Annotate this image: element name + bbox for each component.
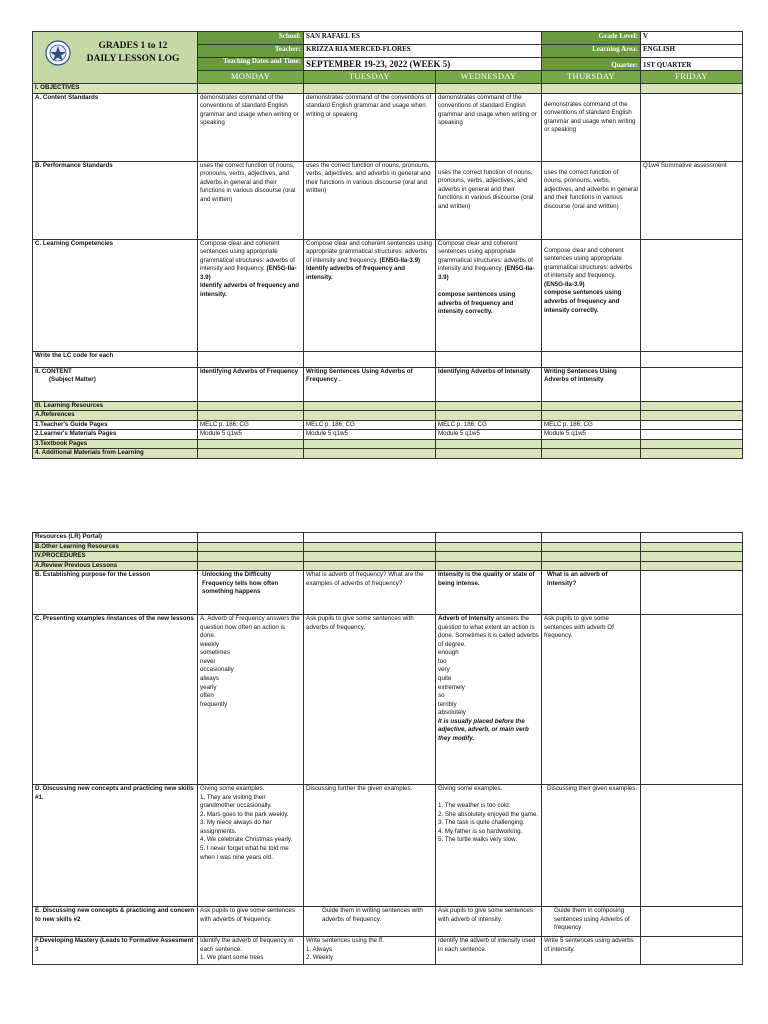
grade-level-label: Grade Level: <box>542 32 641 45</box>
content-tue: Writing Sentences Using Adverbs of Frequency . <box>304 367 436 401</box>
quarter-value: 1ST QUARTER <box>641 58 743 71</box>
textbook-pages-label: 3.Textbook Pages <box>33 439 198 449</box>
discussing-1-mon: Giving some examples. 1. They are visiting their grandmother occasionally. 2. Mars goes to the park weekly. 3. My niece always do her assignments. 4. We celebrate Christmas yearly. 5. I never forget what he told me when I was nine years old. <box>198 785 304 907</box>
quarter-label: Quarter: <box>542 58 641 71</box>
lesson-log-table-page2 <box>32 532 743 965</box>
other-resources-label: B.Other Learning Resources <box>33 542 198 552</box>
mastery-label: F.Developing Mastery (Leads to Formative Assesment 3 <box>33 937 198 965</box>
content-label: II. CONTENT (Subject Matter) <box>33 367 198 401</box>
learning-competencies-label: C. Learning Competencies <box>33 239 198 351</box>
header-logo-cell <box>33 32 198 84</box>
presenting-examples-mon: A. Adverb of Frequency answers the question how often an action is done. weekly sometimes never occasionally always yearly often frequently <box>198 615 304 785</box>
purpose-thu: What is an adverb of Intensity? <box>542 571 641 615</box>
discussing-2-wed: Ask pupils to give some sentences with adverb of intensity. <box>436 907 542 937</box>
learners-materials-thu: Module 5 q1w5 <box>542 430 641 440</box>
content-standards-mon: demonstrates command of the conventions of standard English grammar and usage when writing or speaking <box>198 93 304 161</box>
mastery-mon: Identify the adverb of frequency in each sentence. 1. We plant some trees <box>198 937 304 965</box>
purpose-wed: Intensity is the quality or state of being intense. <box>436 571 542 615</box>
learning-competencies-tue: Compose clear and coherent sentences using appropriate grammatical structures: adverbs of intensity and frequency. (EN5G-IIa-3.9) Identify adverbs of frequency and intensity. <box>304 239 436 351</box>
discussing-1-tue: Discussing further the given examples. <box>304 785 436 907</box>
additional-materials-label: 4. Additional Materials from Learning <box>33 449 198 459</box>
references-label: A.References <box>33 411 198 421</box>
teacher-value: KRIZZA RIA MERCED-FLORES <box>304 45 542 58</box>
discussing-2-thu: Guide them in composing sentences using Adverbs of frequency <box>542 907 641 937</box>
review-lessons-label: A.Review Previous Lessons <box>33 561 198 571</box>
discussing-1-label: D. Discussing new concepts and practicing new skills #1. <box>33 785 198 907</box>
log-title-line1: GRADES 1 to 12 <box>98 41 168 51</box>
learning-competencies-thu: Compose clear and coherent sentences using appropriate grammatical structures: adverbs of intensity and frequency. (EN5G-IIa-3.9) compose sentences using adverbs of frequency and intensity correctly. <box>542 239 641 351</box>
presenting-examples-tue: Ask pupils to give some sentences with adverbs of frequency. <box>304 615 436 785</box>
discussing-2-mon: Ask pupils to give some sentences with adverbs of frequency. <box>198 907 304 937</box>
discussing-2-label: E. Discussing new concepts & practicing and concern to new skills #2 <box>33 907 198 937</box>
learning-competencies-wed: Compose clear and coherent sentences using appropriate grammatical structures: adverbs of intensity and frequency. (EN5G-IIa-3.9) compose sentences using adverbs of frequency and intensity correctly. <box>436 239 542 351</box>
deped-seal-icon <box>45 40 71 66</box>
day-wednesday: WEDNESDAY <box>436 71 542 84</box>
teacher-label: Teacher: <box>198 45 304 58</box>
content-mon: Identifying Adverbs of Frequency <box>198 367 304 401</box>
day-monday: MONDAY <box>198 71 304 84</box>
grade-level-value: V <box>641 32 743 45</box>
school-label: School: <box>198 32 304 45</box>
performance-standards-label: B. Performance Standards <box>33 161 198 239</box>
learners-materials-label: 2.Learner's Materials Pages <box>33 430 198 440</box>
learning-competencies-mon: Compose clear and coherent sentences using appropriate grammatical structures: adverbs of intensity and frequency. (EN5G-IIa-3.9) Identify adverbs of frequency and intensity. <box>198 239 304 351</box>
mastery-tue: Write sentences using the ff. 1. Always 2. Weekly <box>304 937 436 965</box>
learners-materials-mon: Module 5 q1w5 <box>198 430 304 440</box>
teachers-guide-tue: MELC p. 186; CG <box>304 420 436 430</box>
learners-materials-tue: Module 5 q1w5 <box>304 430 436 440</box>
procedures-label: IV.PROCEDURES <box>33 552 198 562</box>
day-friday: FRIDAY <box>641 71 743 84</box>
performance-standards-thu: uses the correct function of nouns, pronouns, verbs, adjectives, and adverbs in general and their functions in various discourse (oral and written) <box>542 161 641 239</box>
content-standards-label: A. Content Standards <box>33 93 198 161</box>
purpose-label: B. Establishing purpose for the Lesson <box>33 571 198 615</box>
lr-portal-label: Resources (LR) Portal) <box>33 533 198 543</box>
teaching-dates-label: Teaching Dates and Time: <box>198 58 304 71</box>
content-wed: Identifying Adverbs of Intensity <box>436 367 542 401</box>
teachers-guide-label: 1.Teacher's Guide Pages <box>33 420 198 430</box>
teaching-dates-value: SEPTEMBER 19-23, 2022 (WEEK 5) <box>304 58 542 71</box>
log-title-line2: DAILY LESSON LOG <box>86 54 180 64</box>
mastery-wed: Identify the adverb of intensity used in each sentence. <box>436 937 542 965</box>
day-tuesday: TUESDAY <box>304 71 436 84</box>
section-objectives: I. OBJECTIVES <box>33 84 198 94</box>
presenting-examples-thu: Ask pupils to give some sentences with adverb Of frequency. <box>542 615 641 785</box>
performance-standards-fri: Q1w4 Summative assessment <box>641 161 743 239</box>
content-standards-tue: demonstrates command of the conventions of standard English grammar and usage when writing or speaking <box>304 93 436 161</box>
learning-area-label: Learning Area: <box>542 45 641 58</box>
content-standards-thu: demonstrates command of the conventions of standard English grammar and usage when writing or speaking <box>542 93 641 161</box>
performance-standards-wed: uses the correct function of nouns, pronouns, verbs, adjectives, and adverbs in general and their functions in various discourse (oral and written) <box>436 161 542 239</box>
lesson-log-table-page1 <box>32 31 743 459</box>
learners-materials-wed: Module 5 q1w5 <box>436 430 542 440</box>
discussing-1-wed: Giving some examples. 1. The weather is too cold. 2. She absolutely enjoyed the game. 3. The task is quite challenging. 4. My father is so hardworking. 5. The turtle walks very slow. <box>436 785 542 907</box>
content-standards-wed: demonstrates command of the conventions of standard English grammar and usage when writing or speaking <box>436 93 542 161</box>
learning-area-value: ENGLISH <box>641 45 743 58</box>
teachers-guide-wed: MELC p. 186; CG <box>436 420 542 430</box>
presenting-examples-label: C. Presenting examples /instances of the new lessons <box>33 615 198 785</box>
discussing-2-tue: Guide them in writing sentences with adverbs of frequency. <box>304 907 436 937</box>
learning-resources-label: III. Learning Resources <box>33 401 198 411</box>
purpose-mon: Unlocking the Difficulty Frequency tells how often something happens <box>198 571 304 615</box>
performance-standards-tue: uses the correct function of nouns, pronouns, verbs, adjectives, and adverbs in general and their functions in various discourse (oral and written) <box>304 161 436 239</box>
mastery-thu: Write 5 sentences using adverbs of intensity. <box>542 937 641 965</box>
day-thursday: THURSDAY <box>542 71 641 84</box>
presenting-examples-wed: Adverb of Intensity answers the question to what extent an action is done. Sometimes it is called adverbs of degree. enough too very quite extremely so terribly absolutely It is usually placed before the adjective, adverb, or main verb they modify. <box>436 615 542 785</box>
lc-code-label: Write the LC code for each <box>33 351 198 367</box>
teachers-guide-mon: MELC p. 186; CG <box>198 420 304 430</box>
teachers-guide-thu: MELC p. 186; CG <box>542 420 641 430</box>
content-thu: Writing Sentences Using Adverbs of Intensity <box>542 367 641 401</box>
purpose-tue: What is adverb of frequency? What are the examples of adverbs of frequency? <box>304 571 436 615</box>
school-value: SAN RAFAEL ES <box>304 32 542 45</box>
discussing-1-thu: Discussing their given examples. <box>542 785 641 907</box>
performance-standards-mon: uses the correct function of nouns, pronouns, verbs, adjectives, and adverbs in general and their functions in various discourse (oral and written) <box>198 161 304 239</box>
